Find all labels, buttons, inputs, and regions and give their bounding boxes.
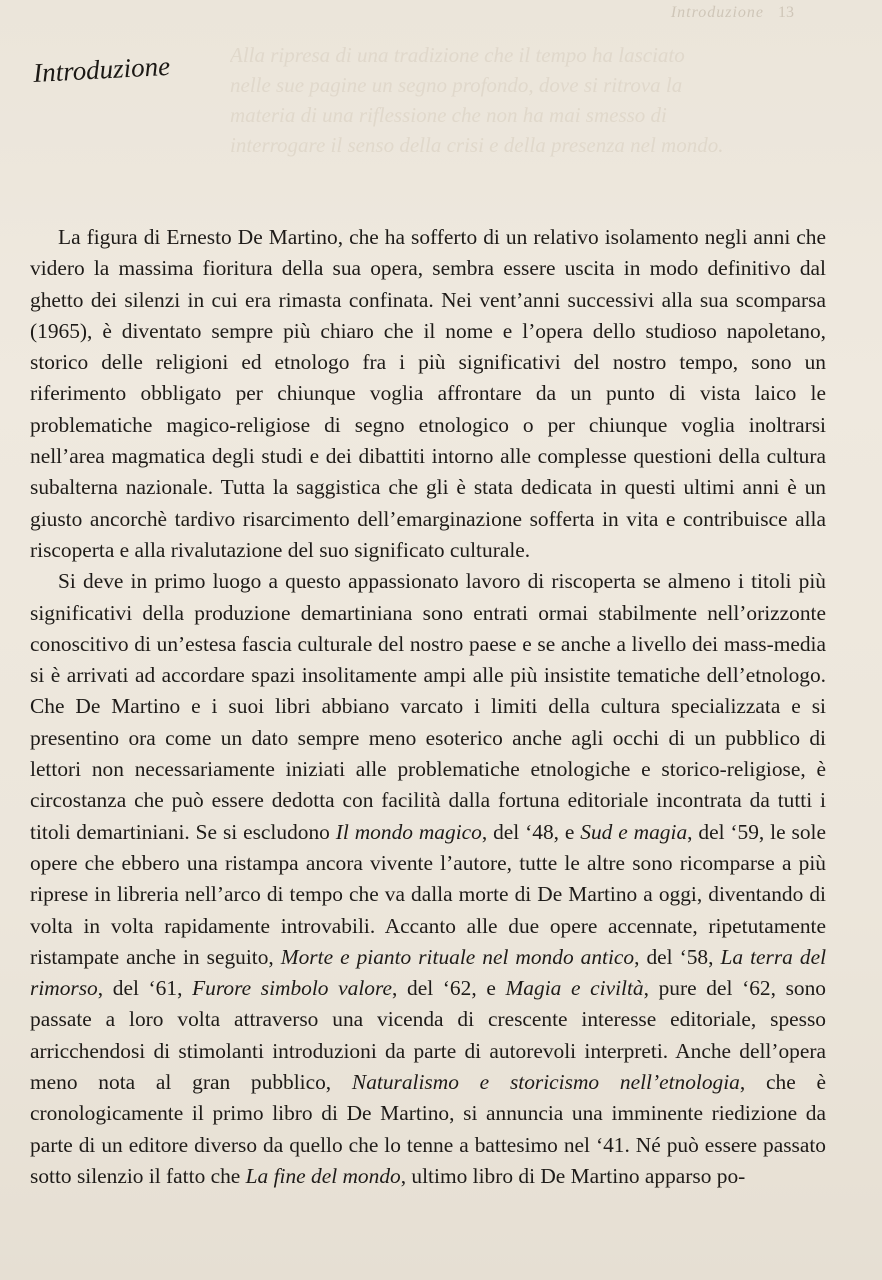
text-run: , che è cronologicamente il primo libro di De Martino, si annuncia una imminente riedizione da parte di un editore diverso da quello che lo tenne a battesimo nel ‘41. Né può essere passato sotto silenzio il fatto che xyxy=(30,1070,826,1188)
paragraph-1 xyxy=(30,222,826,566)
bleed-through-text xyxy=(230,40,790,160)
chapter-title: Introduzione xyxy=(32,50,171,89)
book-title: Il mondo magico xyxy=(335,819,482,844)
page-number: 13 xyxy=(778,4,794,21)
book-title: Sud e magia xyxy=(580,819,688,844)
bleed-line: interrogare il senso della crisi e della presenza nel mondo. xyxy=(230,133,724,157)
book-title: Furore simbolo valore xyxy=(192,976,393,1001)
book-title: La terra del rimorso xyxy=(30,944,827,1001)
text-run: , pure del ‘62, sono passate a loro volta attraverso una vicenda di crescente interesse editoriale, spesso arricchendosi di stimolanti introduzioni da parte di autorevoli interpreti. Anche dell’opera meno nota al gran pubblico, xyxy=(30,976,826,1095)
running-head: Introduzione xyxy=(670,4,764,21)
book-title: Magia e civiltà xyxy=(505,976,644,1001)
text-run: La figura di Ernesto De Martino, che ha sofferto di un relativo isolamento negli anni che videro la massima fioritura della sua opera, sembra essere uscita in modo definitivo dal ghetto dei silenzi in cui era rimasta confinata. Nei vent’anni successivi alla sua scomparsa (1965), è diventato sempre più chiaro che il nome e l’opera dello studioso napoletano, storico delle religioni ed etnologo fra i più significativi del nostro tempo, sono un riferimento obbligato per chiunque voglia affrontare da un punto di vista laico le problematiche magico-religiose di segno etnologico o per chiunque voglia inoltrarsi nell’area magmatica degli studi e dei dibattiti intorno alle complesse questioni della cultura subalterna nazionale. Tutta la saggistica che gli è stata dedicata in questi ultimi anni è un giusto ancorchè tardivo risarcimento dell’emarginazione sofferta in vita e contribuisce alla riscoperta e alla rivalutazione del suo significato culturale. xyxy=(30,225,826,562)
bleed-line: materia di una riflessione che non ha mai smesso di xyxy=(230,103,667,127)
book-title: Morte e pianto rituale nel mondo antico xyxy=(280,944,635,969)
bleed-line: nelle sue pagine un segno profondo, dove si ritrova la xyxy=(230,73,683,97)
book-title: La fine del mondo xyxy=(245,1163,401,1188)
text-run: , del ‘61, xyxy=(97,976,193,1001)
paragraph-2 xyxy=(30,566,826,1192)
text-run: Si deve in primo luogo a questo appassionato lavoro di riscoperta se almeno i titoli più significativi della produzione demartiniana sono entrati ormai stabilmente nell’orizzonte conoscitivo di un’estesa fascia culturale del nostro paese e se anche a livello dei mass-media si è arrivati ad accordare spazi insolitamente ampi alle più insistite tematiche dell’etnologo. Che De Martino e i suoi libri abbiano varcato i limiti della cultura specializzata e si presentino ora come un dato sempre meno esoterico anche agli occhi di un pubblico di lettori non necessariamente iniziati alle problematiche etnologiche e storico-religiose, è circostanza che può essere dedotta con facilità dalla fortuna editoriale incontrata da tutti i titoli demartiniani. Se si escludono xyxy=(30,569,826,844)
book-title: Naturalismo e storicismo nell’etnologia xyxy=(351,1070,740,1095)
bleed-line: Alla ripresa di una tradizione che il tempo ha lasciato xyxy=(230,43,685,67)
text-run: , del ‘59, le sole opere che ebbero una ristampa ancora vivente l’autore, tutte le altre sono ricomparse a più riprese in libreria nell’arco di tempo che va dalla morte di De Martino a oggi, diventando di volta in volta rapidamente introvabili. Accanto alle due opere accennate, ripetutamente ristampate anche in seguito, xyxy=(30,819,826,969)
text-run: , ultimo libro di De Martino apparso po- xyxy=(400,1163,746,1188)
text-run: , del ‘58, xyxy=(634,944,721,969)
text-run: , del ‘48, e xyxy=(481,819,581,844)
body-text xyxy=(30,222,826,1192)
text-run: , del ‘62, e xyxy=(392,976,506,1001)
